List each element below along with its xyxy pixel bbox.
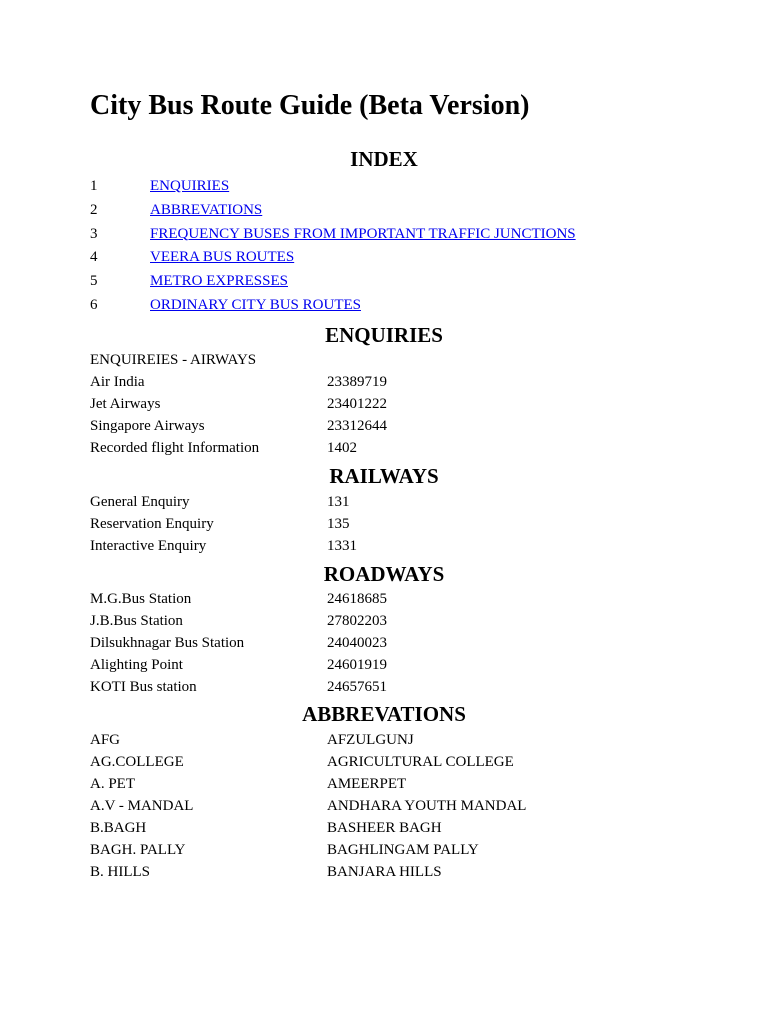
- index-number: 5: [90, 273, 98, 290]
- abbrevations-heading: ABBREVATIONS: [302, 702, 466, 726]
- full-name: AFZULGUNJ: [327, 732, 414, 748]
- index-item: [90, 246, 690, 270]
- table-row: [90, 371, 690, 393]
- table-row: [90, 729, 690, 751]
- entry-name: Alighting Point: [90, 657, 183, 673]
- full-name: AMEERPET: [327, 776, 407, 792]
- table-row: [90, 535, 690, 557]
- entry-name: Recorded flight Information: [90, 440, 260, 456]
- abbreviation: AG.COLLEGE: [90, 754, 184, 770]
- entry-phone: 1331: [327, 538, 357, 554]
- railways-table: [90, 491, 690, 557]
- abbrevations-table: [90, 729, 690, 883]
- index-link-enquiries[interactable]: ENQUIRIES: [150, 178, 230, 194]
- full-name: BAGHLINGAM PALLY: [327, 842, 479, 858]
- table-row: [90, 437, 690, 459]
- index-list: [90, 175, 690, 318]
- table-row: [90, 839, 690, 861]
- table-row: [90, 513, 690, 535]
- abbreviation: B.BAGH: [90, 820, 147, 836]
- full-name: BANJARA HILLS: [327, 864, 442, 880]
- entry-name: Air India: [90, 374, 145, 390]
- table-row: [90, 817, 690, 839]
- entry-name: J.B.Bus Station: [90, 613, 183, 629]
- index-number: 6: [90, 296, 98, 313]
- enquiries-subheading: ENQUIREIES - AIRWAYS: [90, 352, 257, 368]
- entry-name: M.G.Bus Station: [90, 591, 192, 607]
- entry-phone: 23312644: [327, 418, 387, 434]
- index-item: [90, 199, 690, 223]
- index-number: 1: [90, 178, 98, 194]
- index-link-metro-expresses[interactable]: METRO EXPRESSES: [150, 273, 288, 290]
- entry-phone: 24040023: [327, 635, 387, 651]
- entry-name: Interactive Enquiry: [90, 538, 207, 554]
- table-row: [90, 588, 690, 610]
- abbreviation: AFG: [90, 732, 121, 748]
- index-link-frequency-buses[interactable]: FREQUENCY BUSES FROM IMPORTANT TRAFFIC JUNCTIONS: [150, 225, 576, 242]
- railways-heading: RAILWAYS: [329, 464, 439, 488]
- index-item: [90, 175, 690, 199]
- index-link-ordinary-city-bus-routes[interactable]: ORDINARY CITY BUS ROUTES: [150, 296, 361, 313]
- entry-phone: 24601919: [327, 657, 387, 673]
- document-title: City Bus Route Guide (Beta Version): [90, 90, 530, 121]
- index-link-abbrevations[interactable]: ABBREVATIONS: [150, 201, 263, 218]
- abbreviation: A.V - MANDAL: [90, 798, 194, 814]
- airways-table: [90, 371, 690, 459]
- table-row: [90, 676, 690, 698]
- entry-phone: 23389719: [327, 374, 387, 390]
- table-row: [90, 415, 690, 437]
- index-number: 2: [90, 201, 98, 218]
- index-number: 4: [90, 249, 98, 266]
- entry-phone: 135: [327, 516, 350, 532]
- roadways-table: [90, 588, 690, 698]
- table-row: [90, 632, 690, 654]
- table-row: [90, 610, 690, 632]
- index-heading: INDEX: [350, 147, 418, 171]
- entry-name: General Enquiry: [90, 494, 190, 510]
- abbreviation: BAGH. PALLY: [90, 842, 186, 858]
- table-row: [90, 654, 690, 676]
- enquiries-heading: ENQUIRIES: [325, 323, 443, 347]
- index-item: [90, 294, 690, 318]
- index-link-veera-bus-routes[interactable]: VEERA BUS ROUTES: [150, 249, 295, 266]
- entry-name: Reservation Enquiry: [90, 516, 214, 532]
- table-row: [90, 393, 690, 415]
- entry-phone: 1402: [327, 440, 357, 456]
- table-row: [90, 751, 690, 773]
- entry-name: KOTI Bus station: [90, 679, 197, 695]
- entry-phone: 24618685: [327, 591, 387, 607]
- full-name: ANDHARA YOUTH MANDAL: [327, 798, 527, 814]
- index-number: 3: [90, 225, 98, 242]
- entry-phone: 24657651: [327, 679, 387, 695]
- table-row: [90, 773, 690, 795]
- table-row: [90, 491, 690, 513]
- abbreviation: B. HILLS: [90, 864, 150, 880]
- index-item: [90, 223, 690, 247]
- abbreviation: A. PET: [90, 776, 135, 792]
- index-item: [90, 270, 690, 294]
- entry-name: Jet Airways: [90, 396, 161, 412]
- roadways-heading: ROADWAYS: [323, 562, 445, 586]
- entry-phone: 27802203: [327, 613, 387, 629]
- entry-name: Singapore Airways: [90, 418, 205, 434]
- table-row: [90, 861, 690, 883]
- entry-phone: 23401222: [327, 396, 387, 412]
- full-name: BASHEER BAGH: [327, 820, 442, 836]
- table-row: [90, 795, 690, 817]
- full-name: AGRICULTURAL COLLEGE: [327, 754, 514, 770]
- entry-name: Dilsukhnagar Bus Station: [90, 635, 245, 651]
- entry-phone: 131: [327, 494, 350, 510]
